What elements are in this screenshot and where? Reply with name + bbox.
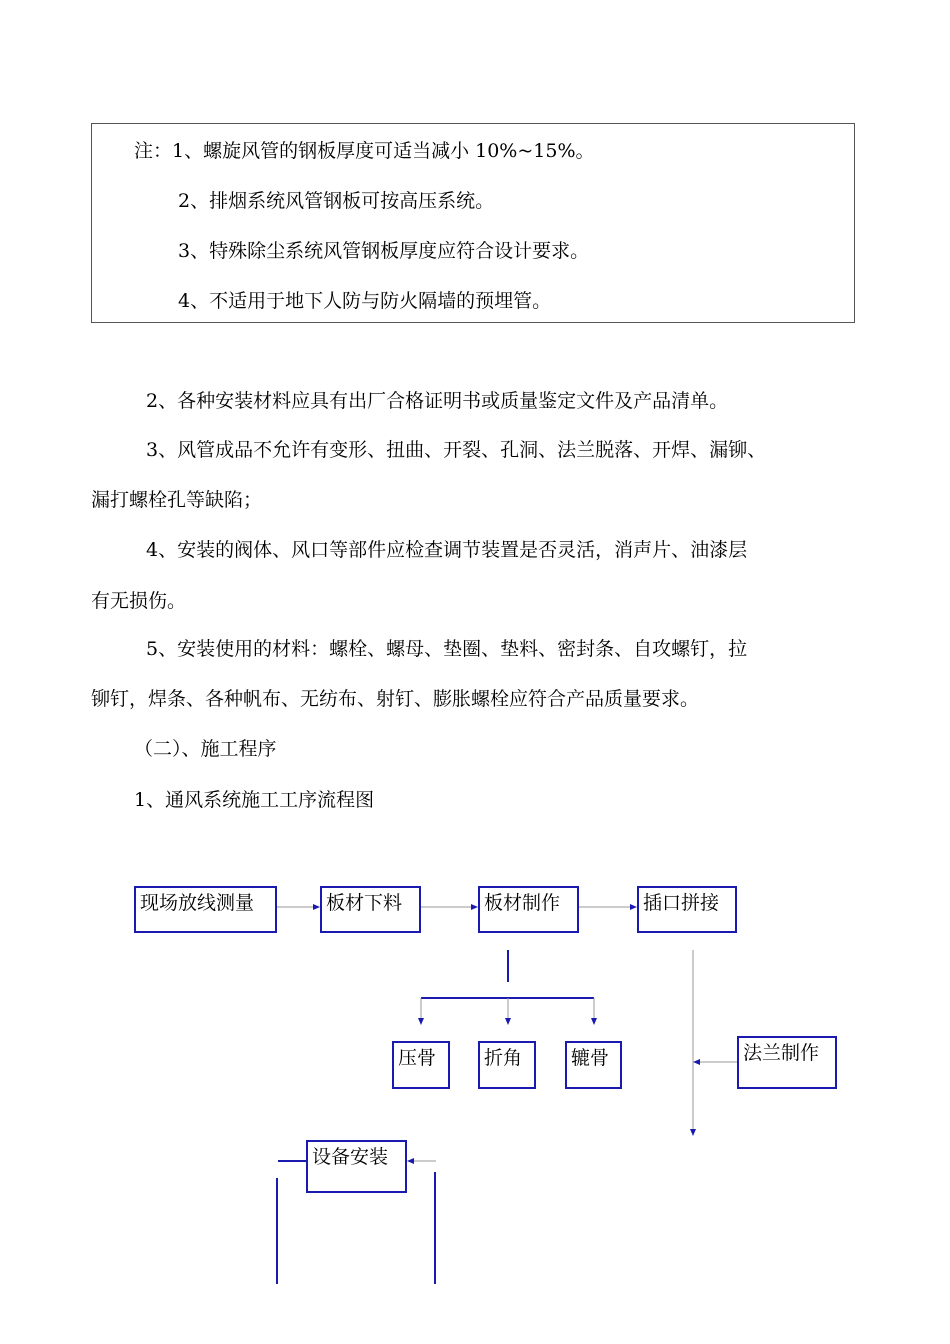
box-pressing: 压骨 bbox=[392, 1041, 450, 1089]
note-4: 4、不适用于地下人防与防火隔墙的预埋管。 bbox=[178, 290, 552, 312]
paragraph-2: 2、各种安装材料应具有出厂合格证明书或质量鉴定文件及产品清单。 bbox=[146, 390, 729, 412]
paragraph-3-line-2: 漏打螺栓孔等缺陷； bbox=[91, 489, 263, 511]
note-3: 3、特殊除尘系统风管钢板厚度应符合设计要求。 bbox=[178, 240, 590, 262]
note-2: 2、排烟系统风管钢板可按高压系统。 bbox=[178, 190, 495, 212]
section-heading: （二）、施工程序 bbox=[134, 738, 277, 760]
box-survey: 现场放线测量 bbox=[134, 886, 277, 933]
box-flange: 法兰制作 bbox=[737, 1036, 837, 1089]
flowchart-title: 1、通风系统施工工序流程图 bbox=[134, 789, 375, 811]
paragraph-4-line-1: 4、安装的阀体、风口等部件应检查调节装置是否灵活，消声片、油漆层 bbox=[146, 539, 748, 561]
box-splicing: 插口拼接 bbox=[637, 886, 737, 933]
box-seaming: 辘骨 bbox=[565, 1041, 622, 1089]
paragraph-3-line-1: 3、风管成品不允许有变形、扭曲、开裂、孔洞、法兰脱落、开焊、漏铆、 bbox=[146, 439, 767, 461]
note-1: 注：1、螺旋风管的钢板厚度可适当减小 10%~15%。 bbox=[134, 140, 595, 162]
paragraph-5-line-2: 铆钉，焊条、各种帆布、无纺布、射钉、膨胀螺栓应符合产品质量要求。 bbox=[91, 688, 700, 710]
box-folding: 折角 bbox=[478, 1041, 536, 1089]
paragraph-4-line-2: 有无损伤。 bbox=[91, 590, 187, 612]
box-equipment: 设备安装 bbox=[306, 1140, 407, 1193]
box-fabrication: 板材制作 bbox=[478, 886, 579, 933]
paragraph-5-line-1: 5、安装使用的材料：螺栓、螺母、垫圈、垫料、密封条、自攻螺钉，拉 bbox=[146, 638, 748, 660]
box-cutting: 板材下料 bbox=[320, 886, 421, 933]
